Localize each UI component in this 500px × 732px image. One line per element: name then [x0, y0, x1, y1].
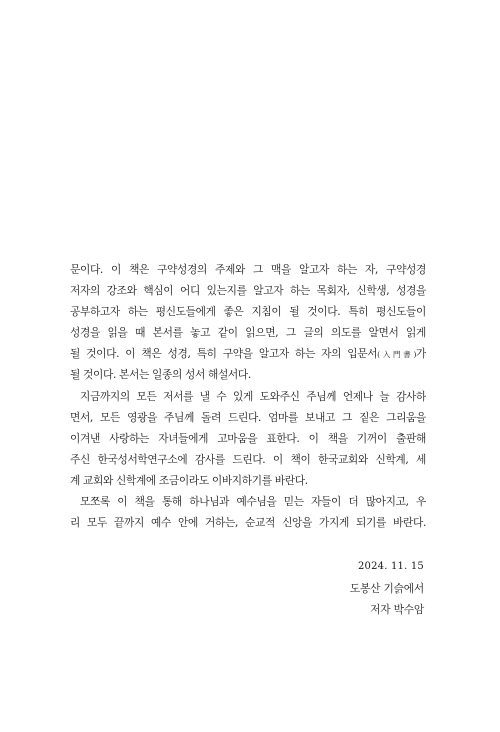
paragraph-3	[70, 491, 426, 533]
text-line: 계 교회와 신학계에 조금이라도 이바지하기를 바란다.	[70, 473, 308, 487]
paragraph-2	[70, 386, 426, 491]
text-line: 문이다. 이 책은 구약성경의 주제와 그 맥을 알고자 하는 자, 구약성경	[70, 263, 426, 276]
text-line: 면서, 모든 영광을 주님께 돌려 드린다. 엄마를 보내고 그 짙은 그리움을	[70, 410, 426, 424]
text-line: 모쪼록 이 책을 통해 하나님과 예수님을 믿는 자들이 더 많아지고, 우	[80, 495, 426, 509]
text-line	[70, 343, 426, 364]
paragraph-1	[70, 259, 426, 386]
preface-body	[70, 259, 426, 533]
text-line: 공부하고자 하는 평신도들에게 좋은 지침이 될 것이다. 특히 평신도들이	[70, 305, 426, 319]
text-segment: 될 것이다. 이 책은 성경, 특히 구약을 알고자 하는 자의 입문서	[70, 347, 378, 361]
text-line: 리 모두 끝까지 예수 안에 거하는, 순교적 신앙을 가지게 되기를 바란다.	[70, 516, 426, 530]
text-line: 지금까지의 모든 저서를 낼 수 있게 도와주신 주님께 언제나 늘 감사하	[80, 389, 426, 403]
hanja-annotation: (入門書)	[377, 350, 417, 360]
text-line: 될 것이다. 본서는 일종의 성서 해설서다.	[70, 368, 251, 382]
text-line: 저자의 강조와 핵심이 어디 있는지를 알고자 하는 목회자, 신학생, 성경을	[70, 284, 426, 298]
text-line: 성경을 읽을 때 본서를 놓고 같이 읽으면, 그 글의 의도를 알면서 읽게	[70, 326, 426, 340]
signature-date: 2024. 11. 15	[357, 561, 424, 572]
text-line: 주신 한국성서학연구소에 감사를 드린다. 이 책이 한국교회와 신학계, 세	[70, 452, 426, 466]
signature-place: 도봉산 기슭에서	[349, 581, 424, 595]
signature-block	[224, 556, 424, 621]
signature-author: 저자 박수암	[370, 603, 424, 616]
text-line: 이겨낸 사랑하는 자녀들에게 고마움을 표한다. 이 책을 기꺼이 출판해	[70, 431, 426, 445]
text-segment: 가	[416, 347, 426, 361]
